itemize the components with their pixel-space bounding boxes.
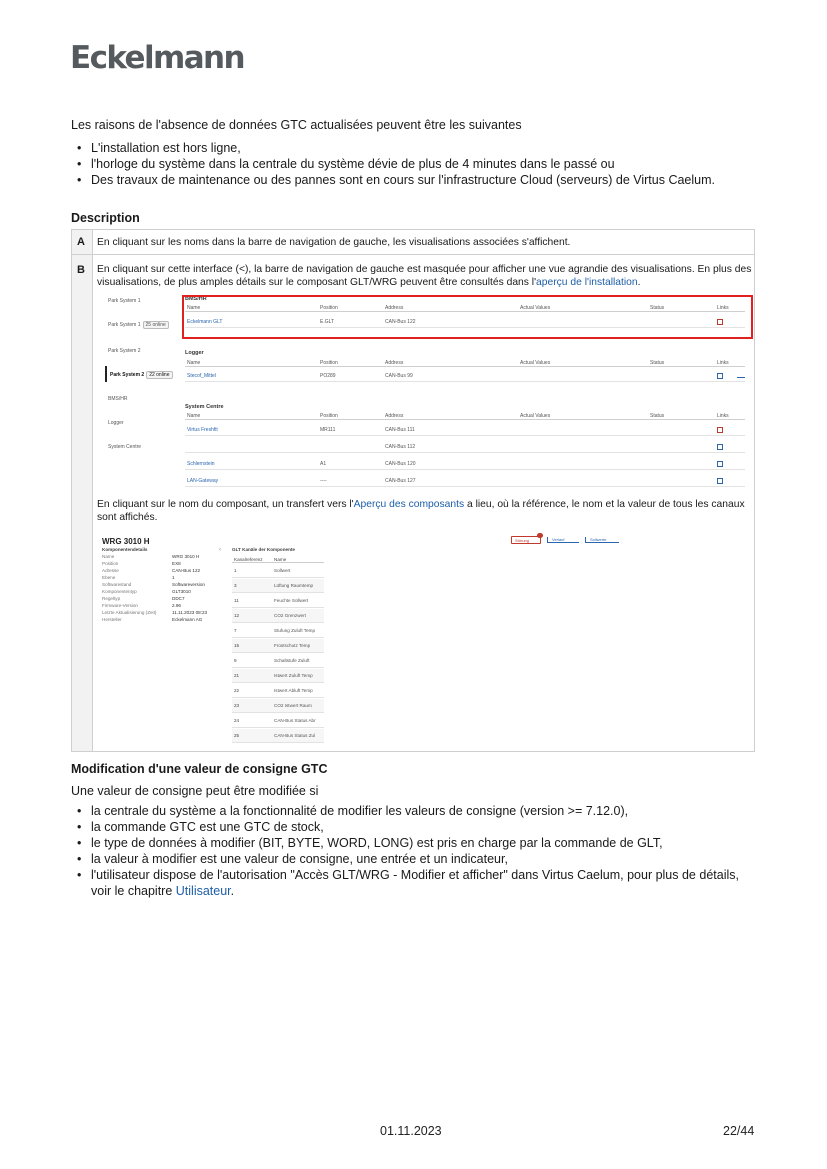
detail-row (102, 568, 232, 574)
cell-position: ---- (320, 478, 327, 484)
detail-key: Firmware-Version (102, 603, 138, 608)
alarm-icon[interactable] (717, 427, 723, 433)
table-row (232, 564, 324, 578)
online-count-badge: 25 online (143, 321, 169, 329)
detail-key: Name (102, 554, 115, 559)
detail-row (102, 617, 232, 623)
row-b-text (97, 263, 752, 289)
detail-value: DDC7 (172, 596, 185, 601)
list-item: • L'installation est hors ligne, (71, 140, 751, 156)
intro-text: Les raisons de l'absence de données GTC actualisées peuvent être les suivantes (71, 118, 522, 132)
glt-channels-title: GLT Kanäle der Komponente (232, 547, 295, 552)
col-actual-values: Actual Values (520, 360, 551, 366)
detail-row (102, 610, 232, 616)
highlight-frame (182, 295, 753, 339)
cell-address: CAN-Bus 120 (385, 461, 416, 467)
detail-value: GLT3010 (172, 589, 191, 594)
col-name: Name (187, 305, 201, 311)
installation-overview-link[interactable]: aperçu de l'installation (536, 277, 638, 288)
row-b-text2-part: En cliquant sur le nom du composant, un transfert vers l' (97, 499, 354, 510)
user-chapter-link[interactable]: Utilisateur (175, 884, 231, 898)
cell-name: CO2 Istwert Raum (274, 703, 312, 708)
list-item: • Des travaux de maintenance ou des pannes sont en cours sur l'infrastructure Cloud (serveurs) de Virtus Caelum. (71, 172, 751, 188)
navigation-sidebar (102, 294, 182, 490)
info-icon[interactable] (717, 444, 723, 450)
list-item: • la centrale du système a la fonctionnalité de modifier les valeurs de consigne (version >= 7.12.0), (71, 803, 761, 819)
detail-value: EX8 (172, 561, 181, 566)
col-position: Position (320, 305, 338, 311)
installation-overview-screenshot (102, 294, 752, 490)
collapse-arrow-icon[interactable]: ‹ (219, 547, 221, 553)
modification-intro: Une valeur de consigne peut être modifiée si (71, 784, 319, 798)
setpoints-button[interactable] (585, 537, 619, 543)
table-row (232, 699, 324, 713)
cell-reference: 9 (234, 658, 237, 663)
cell-name: CAN-Bus Status Zul (274, 733, 316, 738)
cell-position: MR111 (320, 427, 336, 433)
cell-reference: 12 (234, 613, 240, 618)
col-links: Links (717, 413, 729, 419)
table-row (232, 609, 324, 623)
component-name-link[interactable]: LAN-Gateway (187, 478, 219, 484)
cell-name: Stufung Zuluft Temp (274, 628, 316, 633)
row-b-text-end: . (637, 277, 641, 288)
eckelmann-logo: Eckelmann (70, 40, 244, 76)
detail-row (102, 596, 232, 602)
sidebar-item-park-system-1-online[interactable] (108, 321, 169, 329)
col-reference: Kanalreferenz (234, 557, 263, 562)
detail-value: 11.11.2023 08:23 (172, 610, 208, 615)
component-name-link[interactable]: Schlernstein (187, 461, 215, 467)
component-title: WRG 3010 H (102, 537, 150, 546)
component-name-link[interactable]: Eckelmann GLT (187, 319, 223, 325)
list-item: • le type de données à modifier (BIT, BYTE, WORD, LONG) est pris en charge par la commande de GLT, (71, 835, 761, 851)
list-item-text: l'utilisateur dispose de l'autorisation "Accès GLT/WRG - Modifier et afficher" dans Virtus Caelum, pour plus de détails, voir le chapitre (91, 868, 739, 898)
detail-value: Eckelmann AG (172, 617, 203, 622)
col-actual-values: Actual Values (520, 305, 551, 311)
page-number: 22/44 (723, 1124, 755, 1138)
chart-icon[interactable] (737, 373, 745, 378)
col-position: Position (320, 413, 338, 419)
alarm-count-badge (537, 533, 543, 538)
detail-row (102, 561, 232, 567)
list-item: • l'horloge du système dans la centrale du système dévie de plus de 4 minutes dans le passé ou (71, 156, 751, 172)
history-button[interactable] (547, 537, 579, 543)
history-button-label: Verlauf (552, 537, 565, 542)
table-row (232, 624, 324, 638)
component-details-title: Komponentendetails (102, 547, 148, 552)
cell-position: A1 (320, 461, 327, 467)
cell-address: CAN-Bus 111 (385, 427, 415, 433)
detail-value: WRG 3010 H (172, 554, 200, 559)
col-status: Status (650, 413, 665, 419)
table-row (185, 478, 745, 487)
row-letter-a: A (77, 236, 85, 248)
table-row (232, 684, 324, 698)
online-count-badge: 22 online (146, 371, 172, 379)
sidebar-item-label: Park System 2 (110, 372, 145, 378)
sidebar-item-park-system-2-active[interactable] (105, 366, 173, 382)
detail-key: Position (102, 561, 119, 566)
cell-reference: 21 (234, 673, 240, 678)
row-letter-b: B (77, 264, 85, 276)
cell-name: CO2 Grenzwert (274, 613, 306, 618)
sidebar-item-logger[interactable]: Logger (108, 420, 124, 426)
sidebar-item-label: Park System 1 (108, 322, 141, 328)
table-header (185, 360, 745, 367)
table-row (185, 427, 745, 436)
list-item (71, 867, 761, 899)
cell-reference: 3 (234, 583, 237, 588)
table-row (232, 714, 324, 728)
col-position: Position (320, 360, 338, 366)
list-item-text-end: . (230, 884, 235, 898)
col-status: Status (650, 360, 665, 366)
reasons-list (71, 140, 751, 188)
col-address: Address (385, 413, 404, 419)
modification-heading: Modification d'une valeur de consigne GTC (71, 762, 328, 776)
col-address: Address (385, 305, 404, 311)
col-links: Links (717, 360, 729, 366)
cell-position: E.GLT (320, 319, 335, 325)
detail-value: Softwareversion (172, 582, 205, 587)
cell-address: CAN-Bus 112 (385, 444, 416, 450)
detail-key: Letzte Aktualisierung (Zeit) (102, 610, 157, 615)
table-row (232, 729, 324, 743)
glt-table-header (232, 557, 324, 563)
info-icon[interactable] (717, 461, 723, 467)
cell-reference: 25 (234, 733, 240, 738)
cell-name: CAN-Bus Status Abr (274, 718, 316, 723)
detail-key: Softwarestand (102, 582, 132, 587)
sidebar-item-park-system-2[interactable]: Park System 2 (108, 348, 141, 354)
component-name-link[interactable]: Virtus Freshfit (187, 427, 218, 433)
list-item: • la commande GTC est une GTC de stock, (71, 819, 761, 835)
list-item: • la valeur à modifier est une valeur de consigne, une entrée et un indicateur, (71, 851, 761, 867)
sidebar-item-system-centre[interactable]: System Centre (108, 444, 142, 450)
cell-name: Sollwert (274, 568, 291, 573)
table-row (232, 639, 324, 653)
alarm-button[interactable] (511, 536, 541, 544)
description-heading: Description (71, 211, 140, 225)
col-name: Name (187, 413, 201, 419)
row-b-text-part: En cliquant sur cette interface (<), la barre de navigation de gauche est masquée pour afficher une vue agrandie des visualisations. En plus des visualisations, de plus amples détails sur le composant GLT/WRG peuvent être consultés dans l' (97, 264, 752, 288)
section-title-logger: Logger (185, 350, 204, 356)
detail-key: Regeltyp (102, 596, 121, 601)
info-icon[interactable] (717, 373, 723, 379)
cell-address: CAN-Bus 99 (385, 373, 413, 379)
component-overview-screenshot (97, 530, 752, 745)
table-header (185, 413, 745, 420)
cell-name: Feuchte Sollwert (274, 598, 309, 603)
section-title-system-centre: System Centre (185, 404, 224, 410)
cell-name: Schaltstufe Zuluft (274, 658, 310, 663)
cell-reference: 22 (234, 688, 240, 693)
detail-row (102, 603, 232, 609)
col-status: Status (650, 305, 665, 311)
cell-address: CAN-Bus 127 (385, 478, 416, 484)
col-name: Name (187, 360, 201, 366)
detail-key: Komponententyp (102, 589, 137, 594)
cell-position: PO289 (320, 373, 336, 379)
detail-row (102, 582, 232, 588)
modification-conditions-list (71, 803, 761, 899)
table-row (185, 444, 745, 453)
detail-row (102, 554, 232, 560)
detail-key: Adresse (102, 568, 119, 573)
table-row (232, 594, 324, 608)
sidebar-item-bms-hr[interactable]: BMS/HR (108, 396, 128, 402)
cell-name: Frostschutz Temp (274, 643, 311, 648)
detail-row (102, 589, 232, 595)
footer-date: 01.11.2023 (380, 1124, 442, 1138)
cell-reference: 11 (234, 598, 239, 603)
cell-reference: 24 (234, 718, 240, 723)
cell-address: CAN-Bus 122 (385, 319, 416, 325)
components-overview-link[interactable]: Aperçu des composants (353, 499, 465, 510)
detail-row (102, 575, 232, 581)
cell-reference: 23 (234, 703, 240, 708)
component-name-link[interactable]: Stecof_Mittel (187, 373, 216, 379)
cell-reference: 1 (234, 568, 237, 573)
row-a-text: En cliquant sur les noms dans la barre de navigation de gauche, les visualisations associées s'affichent. (97, 237, 571, 248)
section-title-bms: BMS/HR (185, 296, 207, 302)
table-row (232, 654, 324, 668)
detail-value: CAN-Bus 122 (172, 568, 201, 573)
sidebar-item-park-system-1[interactable]: Park System 1 (108, 298, 141, 304)
table-row (185, 461, 745, 470)
col-address: Address (385, 360, 404, 366)
detail-key: Ebene (102, 575, 116, 580)
cell-name: Lüftung Raumtemp (274, 583, 314, 588)
setpoints-button-label: Sollwerte (590, 537, 607, 542)
cell-name: Istwert Zuluft Temp (274, 673, 313, 678)
col-actual-values: Actual Values (520, 413, 551, 419)
cell-name: Istwert Abluft Temp (274, 688, 313, 693)
table-row (232, 669, 324, 683)
table-row (232, 579, 324, 593)
table-row (185, 373, 745, 382)
alarm-button-label: Störung (515, 538, 530, 543)
detail-value: 1 (172, 575, 175, 580)
col-links: Links (717, 305, 729, 311)
row-b-text2-end: a lieu, où la référence, le nom et la valeur de tous les canaux sont affichés. (97, 499, 745, 523)
col-name: Name (274, 557, 287, 562)
detail-value: 2.96 (172, 603, 181, 608)
description-table (71, 229, 755, 752)
info-icon[interactable] (717, 478, 723, 484)
letter-column (72, 230, 93, 751)
detail-key: Hersteller (102, 617, 122, 622)
row-b-text-2 (97, 498, 752, 524)
cell-reference: 15 (234, 643, 240, 648)
cell-reference: 7 (234, 628, 237, 633)
